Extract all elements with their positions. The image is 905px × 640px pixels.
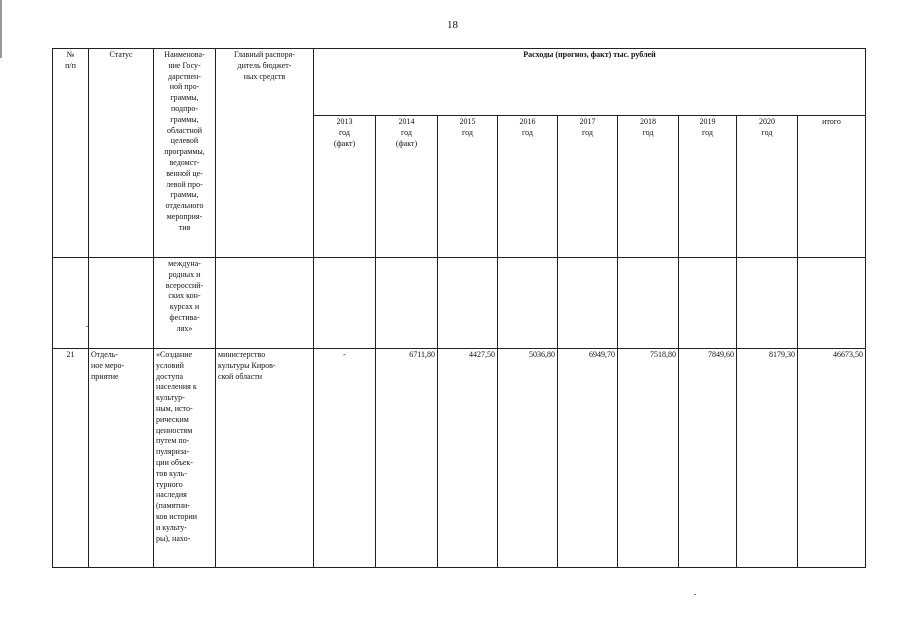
cell-value-2018 xyxy=(618,258,679,349)
header-year-2013: 2013 год (факт) xyxy=(314,116,376,258)
cell-num xyxy=(53,258,89,349)
table-row-21 xyxy=(53,349,866,568)
cell-value-2020: 8179,30 xyxy=(737,349,798,568)
cell-value-2020 xyxy=(737,258,798,349)
header-status: Статус xyxy=(89,49,154,258)
cell-num: 21 xyxy=(53,349,89,568)
cell-responsible: министерство культуры Киров- ской области xyxy=(216,349,314,568)
cell-status: Отдель- ное меро- приятие xyxy=(89,349,154,568)
cell-name: междуна- родных и всероссий- ских кон- курсах и фестива- лях» xyxy=(154,258,216,349)
cell-value-2015: 4427,50 xyxy=(438,349,498,568)
cell-name: «Создание условий доступа населения к культур- ным, исто- рическим ценностям путем по- пуляриза- ции объек- тов куль- турного наследия (памятни- ков истории и культу- ры), нахо- xyxy=(154,349,216,568)
header-year-2016: 2016 год xyxy=(498,116,558,258)
cell-value-total: 46673,50 xyxy=(798,349,866,568)
cell-value-2019 xyxy=(679,258,737,349)
header-year-2020: 2020 год xyxy=(737,116,798,258)
cell-value-2017: 6949,70 xyxy=(558,349,618,568)
cell-value-2017 xyxy=(558,258,618,349)
budget-table xyxy=(52,48,866,568)
header-year-2018: 2018 год xyxy=(618,116,679,258)
header-num: № п/п xyxy=(53,49,89,258)
cell-value-2015 xyxy=(438,258,498,349)
scan-speck xyxy=(694,594,696,595)
header-responsible: Главный распоря- дитель бюджет- ных средств xyxy=(216,49,314,258)
cell-value-2013: - xyxy=(314,349,376,568)
header-year-2014: 2014 год (факт) xyxy=(376,116,438,258)
cell-value-2014: 6711,80 xyxy=(376,349,438,568)
cell-value-2013 xyxy=(314,258,376,349)
cell-value-2018: 7518,80 xyxy=(618,349,679,568)
header-year-2015: 2015 год xyxy=(438,116,498,258)
header-year-2019: 2019 год xyxy=(679,116,737,258)
cell-responsible xyxy=(216,258,314,349)
header-total: итого xyxy=(798,116,866,258)
header-expenses: Расходы (прогноз, факт) тыс. рублей xyxy=(314,49,866,116)
page-number: 18 xyxy=(447,19,458,31)
cell-status xyxy=(89,258,154,349)
cell-value-2014 xyxy=(376,258,438,349)
table-row-continuation xyxy=(53,258,866,349)
cell-value-2019: 7849,60 xyxy=(679,349,737,568)
cell-value-total xyxy=(798,258,866,349)
cell-value-2016: 5036,80 xyxy=(498,349,558,568)
header-name: Наименова- ние Госу- дарствен- ной про- граммы, подпро- граммы, областной целевой программы, ведомст- венной це- левой про- граммы, отдельного мероприя- тия xyxy=(154,49,216,258)
header-row-1 xyxy=(53,49,866,116)
header-year-2017: 2017 год xyxy=(558,116,618,258)
cell-value-2016 xyxy=(498,258,558,349)
